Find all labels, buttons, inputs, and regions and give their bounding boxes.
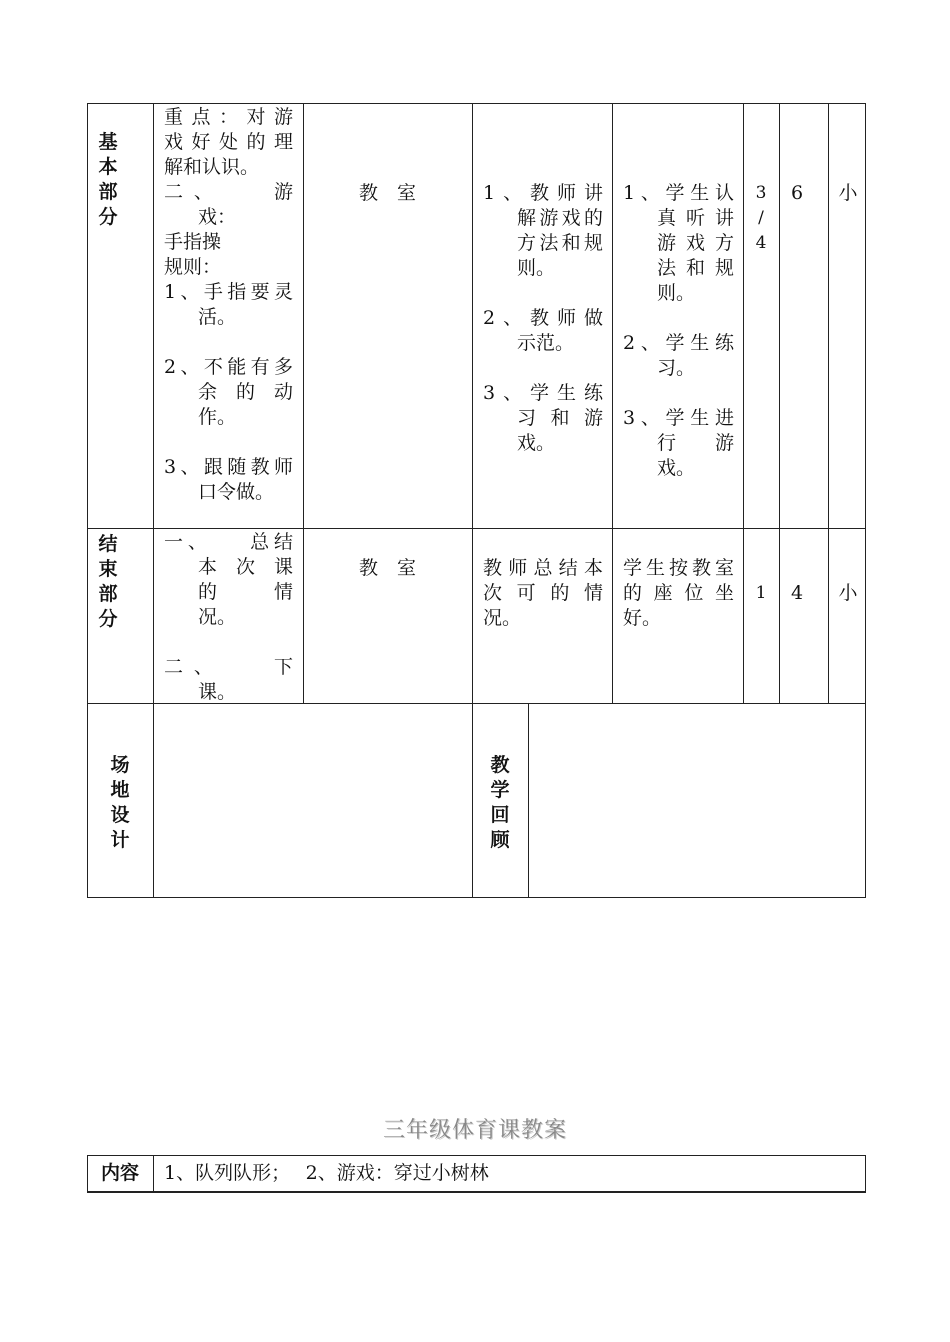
ending-venue: 教 室 (358, 557, 416, 579)
text-line: 次可的情 (483, 582, 603, 604)
text-line: 2、不能有多 (164, 356, 293, 378)
text-line: 规则： (164, 256, 222, 278)
site-design-heading (108, 753, 132, 853)
blank-line (164, 430, 293, 455)
heading-char: 部 (98, 181, 118, 203)
text-line: 2、教师做 (483, 307, 603, 329)
teaching-review-heading (488, 753, 512, 853)
text-line: 戏。 (517, 432, 556, 454)
basic-content-cell (164, 105, 293, 505)
basic-section-heading (96, 130, 120, 230)
text-line: 的 情 (198, 581, 293, 603)
heading-char: 本 (98, 156, 118, 178)
heading-char: 分 (98, 206, 118, 228)
text-line: 课。 (198, 681, 237, 703)
basic-student-cell (623, 181, 734, 481)
ending-teacher-cell (483, 556, 603, 631)
text-line: 戏。 (657, 457, 696, 479)
ending-student-cell (623, 556, 734, 631)
text-line: 二、 下 (164, 656, 293, 678)
heading-char: 计 (110, 829, 130, 851)
text-line: 真听讲 (657, 207, 734, 229)
heading-char: 部 (98, 583, 118, 605)
text-line: 学生按教室 (623, 557, 734, 579)
blank-line (623, 381, 734, 406)
text-line: 游戏方 (657, 232, 734, 254)
text-line: 教师总结本 (483, 557, 603, 579)
text-line: 则。 (657, 282, 696, 304)
heading-char: 学 (490, 779, 510, 801)
text-line: 况。 (198, 606, 237, 628)
text-line: 余 的 动 (198, 381, 294, 403)
ending-count: 4 (790, 582, 804, 604)
text-line: 示范。 (517, 332, 575, 354)
blank-line (623, 306, 734, 331)
blank-line (483, 281, 603, 306)
basic-count: 6 (790, 182, 804, 204)
text-line: 3、跟随教师 (164, 456, 293, 478)
text-line: 的座位坐 (623, 582, 734, 604)
heading-char: 3 (755, 183, 767, 203)
text-line: 口令做。 (198, 481, 275, 503)
text-line: 况。 (483, 607, 522, 629)
basic-teacher-cell (483, 181, 603, 456)
basic-venue: 教 室 (358, 182, 416, 204)
blank-line (164, 330, 293, 355)
ending-time (749, 581, 773, 606)
heading-char: 1 (755, 583, 767, 603)
text-line: 行 游 (657, 432, 734, 454)
text-line: 习和游 (517, 407, 603, 429)
heading-char: 分 (98, 608, 118, 630)
text-line: 则。 (517, 257, 556, 279)
content-label: 内容 (100, 1162, 139, 1184)
heading-char: 设 (110, 804, 130, 826)
heading-char: 结 (98, 533, 118, 555)
text-line: 方法和规 (517, 232, 603, 254)
text-line: 重点：对游 (164, 106, 293, 128)
ending-content-cell (164, 530, 293, 705)
next-plan-title: 三年级体育课教案 (382, 1118, 567, 1143)
basic-intensity: 小 (838, 182, 858, 204)
text-line: 解游戏的 (517, 207, 603, 229)
ending-section-heading (96, 532, 120, 632)
content-value: 1、队列队形； 2、游戏：穿过小树林 (164, 1162, 489, 1184)
ending-intensity: 小 (838, 582, 858, 604)
heading-char: / (758, 208, 764, 228)
text-line: 2、学生练 (623, 332, 734, 354)
text-line: 习。 (657, 357, 696, 379)
heading-char: 教 (490, 754, 510, 776)
text-line: 好。 (623, 607, 662, 629)
text-line: 法和规 (657, 257, 734, 279)
text-line: 作。 (198, 406, 237, 428)
basic-time (749, 181, 773, 256)
blank-line (483, 356, 603, 381)
text-line: 手指操 (164, 231, 222, 253)
text-line: 解和认识。 (164, 156, 260, 178)
heading-char: 4 (755, 233, 767, 253)
text-line: 3、学生进 (623, 407, 734, 429)
text-line: 1、学生认 (623, 182, 734, 204)
text-line: 1、手指要灵 (164, 281, 293, 303)
heading-char: 束 (98, 558, 118, 580)
text-line: 一、 总结 (164, 531, 293, 553)
text-line: 活。 (198, 306, 237, 328)
text-line: 本次课 (198, 556, 293, 578)
heading-char: 基 (98, 131, 118, 153)
heading-char: 回 (490, 804, 510, 826)
text-line: 二、 游 (164, 181, 293, 203)
text-line: 戏： (198, 206, 237, 228)
heading-char: 地 (110, 779, 130, 801)
text-line: 3、学生练 (483, 382, 603, 404)
text-line: 1、教师讲 (483, 182, 603, 204)
heading-char: 场 (110, 754, 130, 776)
blank-line (164, 630, 293, 655)
heading-char: 顾 (490, 829, 510, 851)
text-line: 戏好处的理 (164, 131, 293, 153)
